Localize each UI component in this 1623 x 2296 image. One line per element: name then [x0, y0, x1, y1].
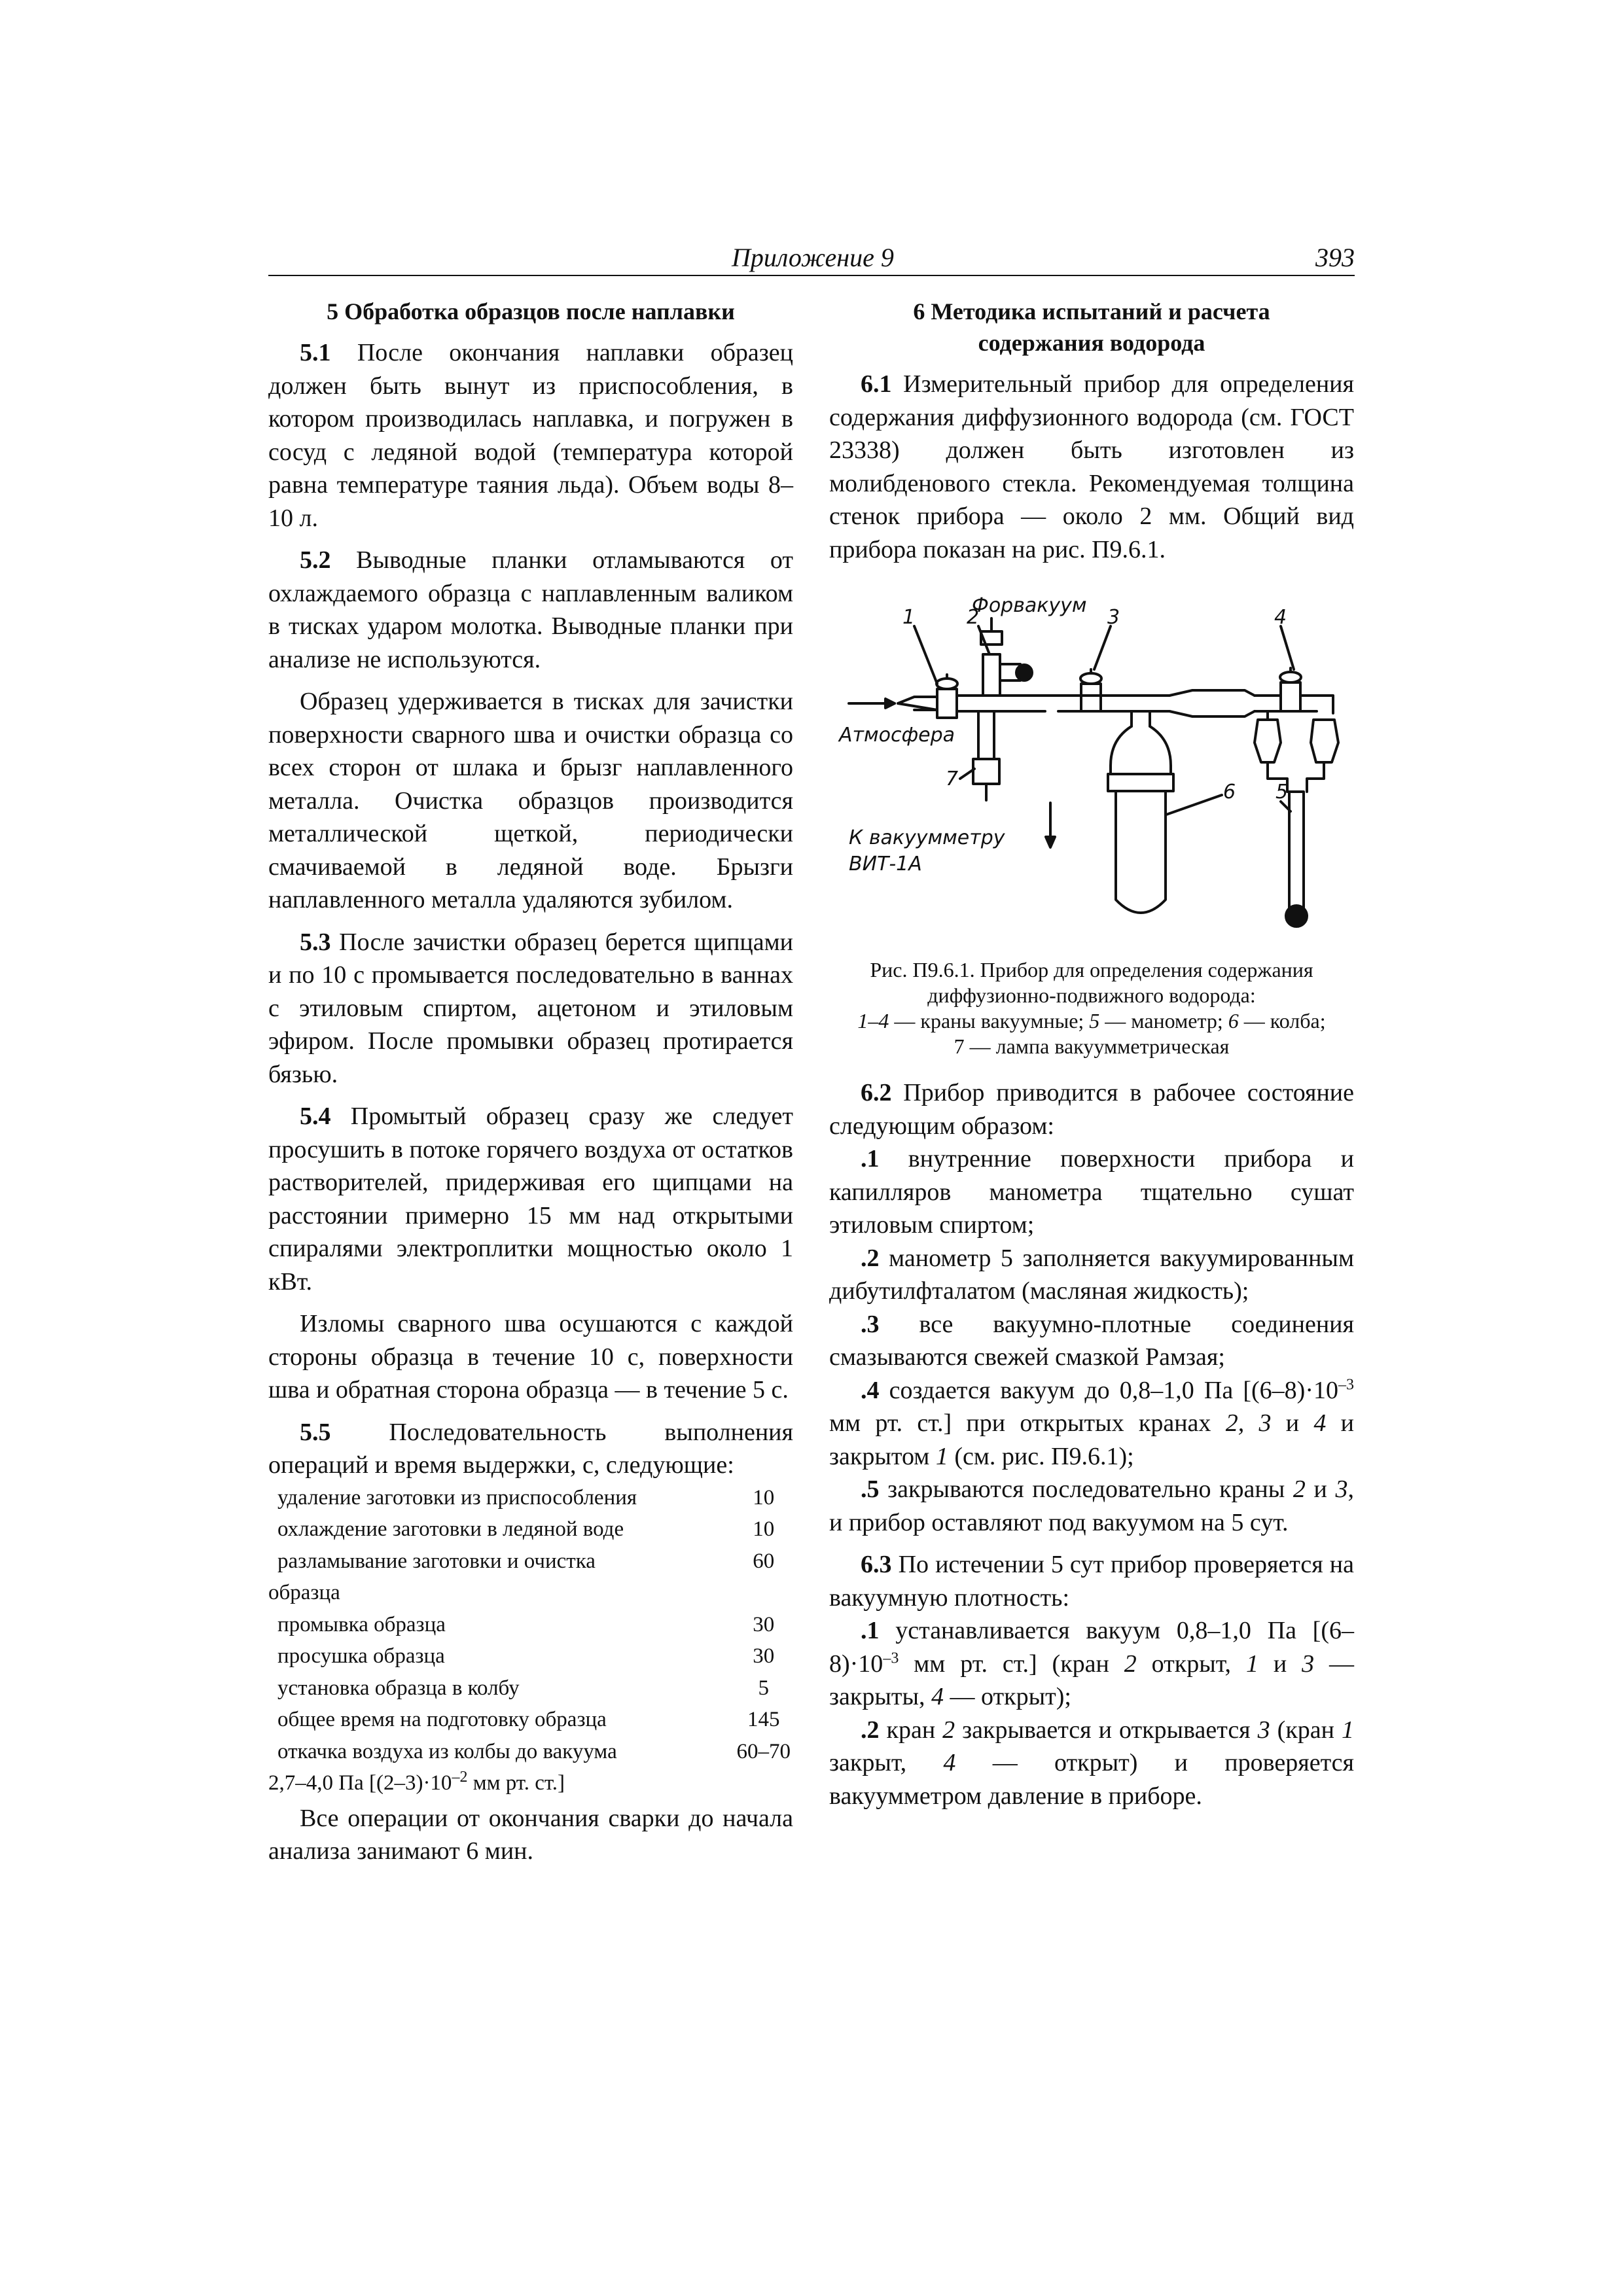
valve-4-icon [1280, 668, 1301, 711]
list-item: удаление заготовки из приспособления 10 [277, 1485, 775, 1510]
paragraph-6-3: 6.3 По истечении 5 сут прибор проверяется на вакуумную плотность: [829, 1551, 1354, 1612]
item-6-3-2: .2 кран 2 закрывается и открывается 3 (кран 1 закрыт, 4 — открыт) и проверяется вакуумметром давление в приборе. [829, 1716, 1354, 1810]
label-n5: 5 [1275, 781, 1289, 804]
flask-6-icon [1108, 711, 1173, 913]
label-vacuummeter: К вакуумметру [849, 826, 1005, 849]
apparatus-figure [829, 592, 1354, 945]
list-item: промывка образца 30 [277, 1612, 775, 1636]
manometer-5-icon [1255, 696, 1338, 927]
paragraph-5-4-fractures: Изломы сварного шва осушаются с каждой стороны образца в течение 10 с, поверхности шва и обратная сторона образца — в течение 5 с. [268, 1310, 793, 1404]
item-6-2-1: .1 внутренние поверхности прибора и капилляров манометра тщательно сушат этиловым спиртом; [829, 1145, 1354, 1239]
paragraph-5-3: 5.3 После зачистки образец берется щипцами и по 10 с промывается последовательно в ваннах с этиловым спиртом, ацетоном и этиловым эфиром. После промывки образец протирается бязью. [268, 928, 793, 1088]
label-n7: 7 [946, 768, 959, 790]
paragraph-closing: Все операции от окончания сварки до начала анализа занимают 6 мин. [268, 1804, 793, 1865]
label-n6: 6 [1223, 781, 1236, 804]
item-6-2-3: .3 все вакуумно-плотные соединения смазываются свежей смазкой Рамзая; [829, 1310, 1354, 1371]
paragraph-5-4: 5.4 Промытый образец сразу же следует просушить в потоке горячего воздуха от остатков растворителей, придерживая его щипцами на расстоянии примерно 15 мм над открытыми спиралями электроплитки мощностью около 1 кВт. [268, 1103, 793, 1296]
label-forvakuum: Форвакуум [972, 594, 1087, 617]
label-n3: 3 [1107, 606, 1120, 629]
paragraph-6-2: 6.2 Прибор приводится в рабочее состояние следующим образом: [829, 1079, 1354, 1140]
section-6-title: 6 Методика испытаний и расчета содержания водорода [913, 298, 1270, 356]
valve-1-icon [936, 675, 957, 718]
page-number: 393 [1315, 243, 1355, 272]
apparatus-diagram [829, 592, 1354, 945]
item-6-2-4: .4 создается вакуум до 0,8–1,0 Па [$(6-8)\cdot 10^{-3}$ мм рт. ст.] при открытых кранах 2, 3 и 4 и закрытом 1 (см. рис. П9.6.1); [829, 1375, 1354, 1470]
paragraph-5-2: 5.2 Выводные планки отламываются от охлаждаемого образца с наплавленным валиком в тисках ударом молотка. Выводные планки при анализе не используются. [268, 546, 793, 673]
main-tube [957, 696, 1169, 711]
label-atmosfera: Атмосфера [839, 724, 955, 747]
lamp-7-icon [973, 711, 999, 800]
operations-list [268, 1482, 793, 1799]
figure-caption: Рис. П9.6.1. Прибор для определения содержания диффузионно-подвижного водорода: 1–4 — краны вакуумные; 5 — манометр; 6 — колба; 7 — лампа вакуумметрическая [857, 958, 1326, 1058]
list-item: общее время на подготовку образца 145 [277, 1708, 780, 1731]
list-item-continuation: образца [268, 1581, 340, 1604]
running-title: Приложение 9 [732, 243, 894, 272]
label-n4: 4 [1274, 606, 1287, 629]
list-item: просушка образца 30 [277, 1644, 775, 1668]
label-vit: ВИТ-1А [849, 853, 922, 875]
right-column [829, 296, 1354, 1812]
list-item: откачка воздуха из колбы до вакуума 60–70 [277, 1739, 791, 1763]
item-6-2-5: .5 закрываются последовательно краны 2 и 3, и прибор оставляют под вакуумом на 5 сут. [829, 1475, 1354, 1536]
label-n2: 2 [967, 606, 980, 629]
paragraph-5-2-cleaning: Образец удерживается в тисках для зачистки поверхности сварного шва и очистки образца со всех сторон от шлака и брызг наплавленного металла. Очистка образцов производится металлической щеткой, периодически смачиваемой в ледяной воде. Брызги наплавленного металла удаляются зубилом. [268, 688, 793, 913]
capillary [1169, 690, 1255, 716]
list-item-continuation: 2,7–4,0 Па [$(2-3)\cdot 10^{-2}$ мм рт. ст.] [268, 1769, 565, 1795]
inlet-nozzle [898, 697, 937, 710]
section-5-title: 5 Обработка образцов после наплавки [327, 298, 735, 325]
item-6-3-1: .1 устанавливается вакуум 0,8–1,0 Па [$(6-8)\cdot 10^{-3}$ мм рт. ст.] (кран 2 открыт, 1 и 3 — закрыты, 4 — открыт); [829, 1617, 1354, 1710]
paragraph-5-5: 5.5 Последовательность выполнения операций и время выдержки, с, следующие: [268, 1418, 793, 1479]
page-header [268, 241, 1355, 276]
label-n1: 1 [902, 606, 916, 629]
left-column [268, 296, 793, 1868]
list-item: охлаждение заготовки в ледяной воде 10 [277, 1517, 775, 1541]
list-item: установка образца в колбу 5 [277, 1676, 770, 1700]
list-item: разламывание заготовки и очистка 60 [277, 1549, 775, 1573]
item-6-2-2: .2 манометр 5 заполняется вакуумированным дибутилфталатом (масляная жидкость); [829, 1244, 1354, 1305]
paragraph-5-1: 5.1 После окончания наплавки образец должен быть вынут из приспособления, в котором производилась наплавка, и погружен в сосуд с ледяной водой (температура которой равна температуре таяния льда). Объем воды 8–10 л. [268, 339, 793, 532]
paragraph-6-1: 6.1 Измерительный прибор для определения содержания диффузионного водорода (см. ГОСТ 23338) должен быть изготовлен из молибденового стекла. Рекомендуемая толщина стенок прибора — около 2 мм. Общий вид прибора показан на рис. П9.6.1. [829, 370, 1354, 563]
valve-2-icon [981, 618, 1032, 696]
valve-3-icon [1080, 669, 1101, 711]
